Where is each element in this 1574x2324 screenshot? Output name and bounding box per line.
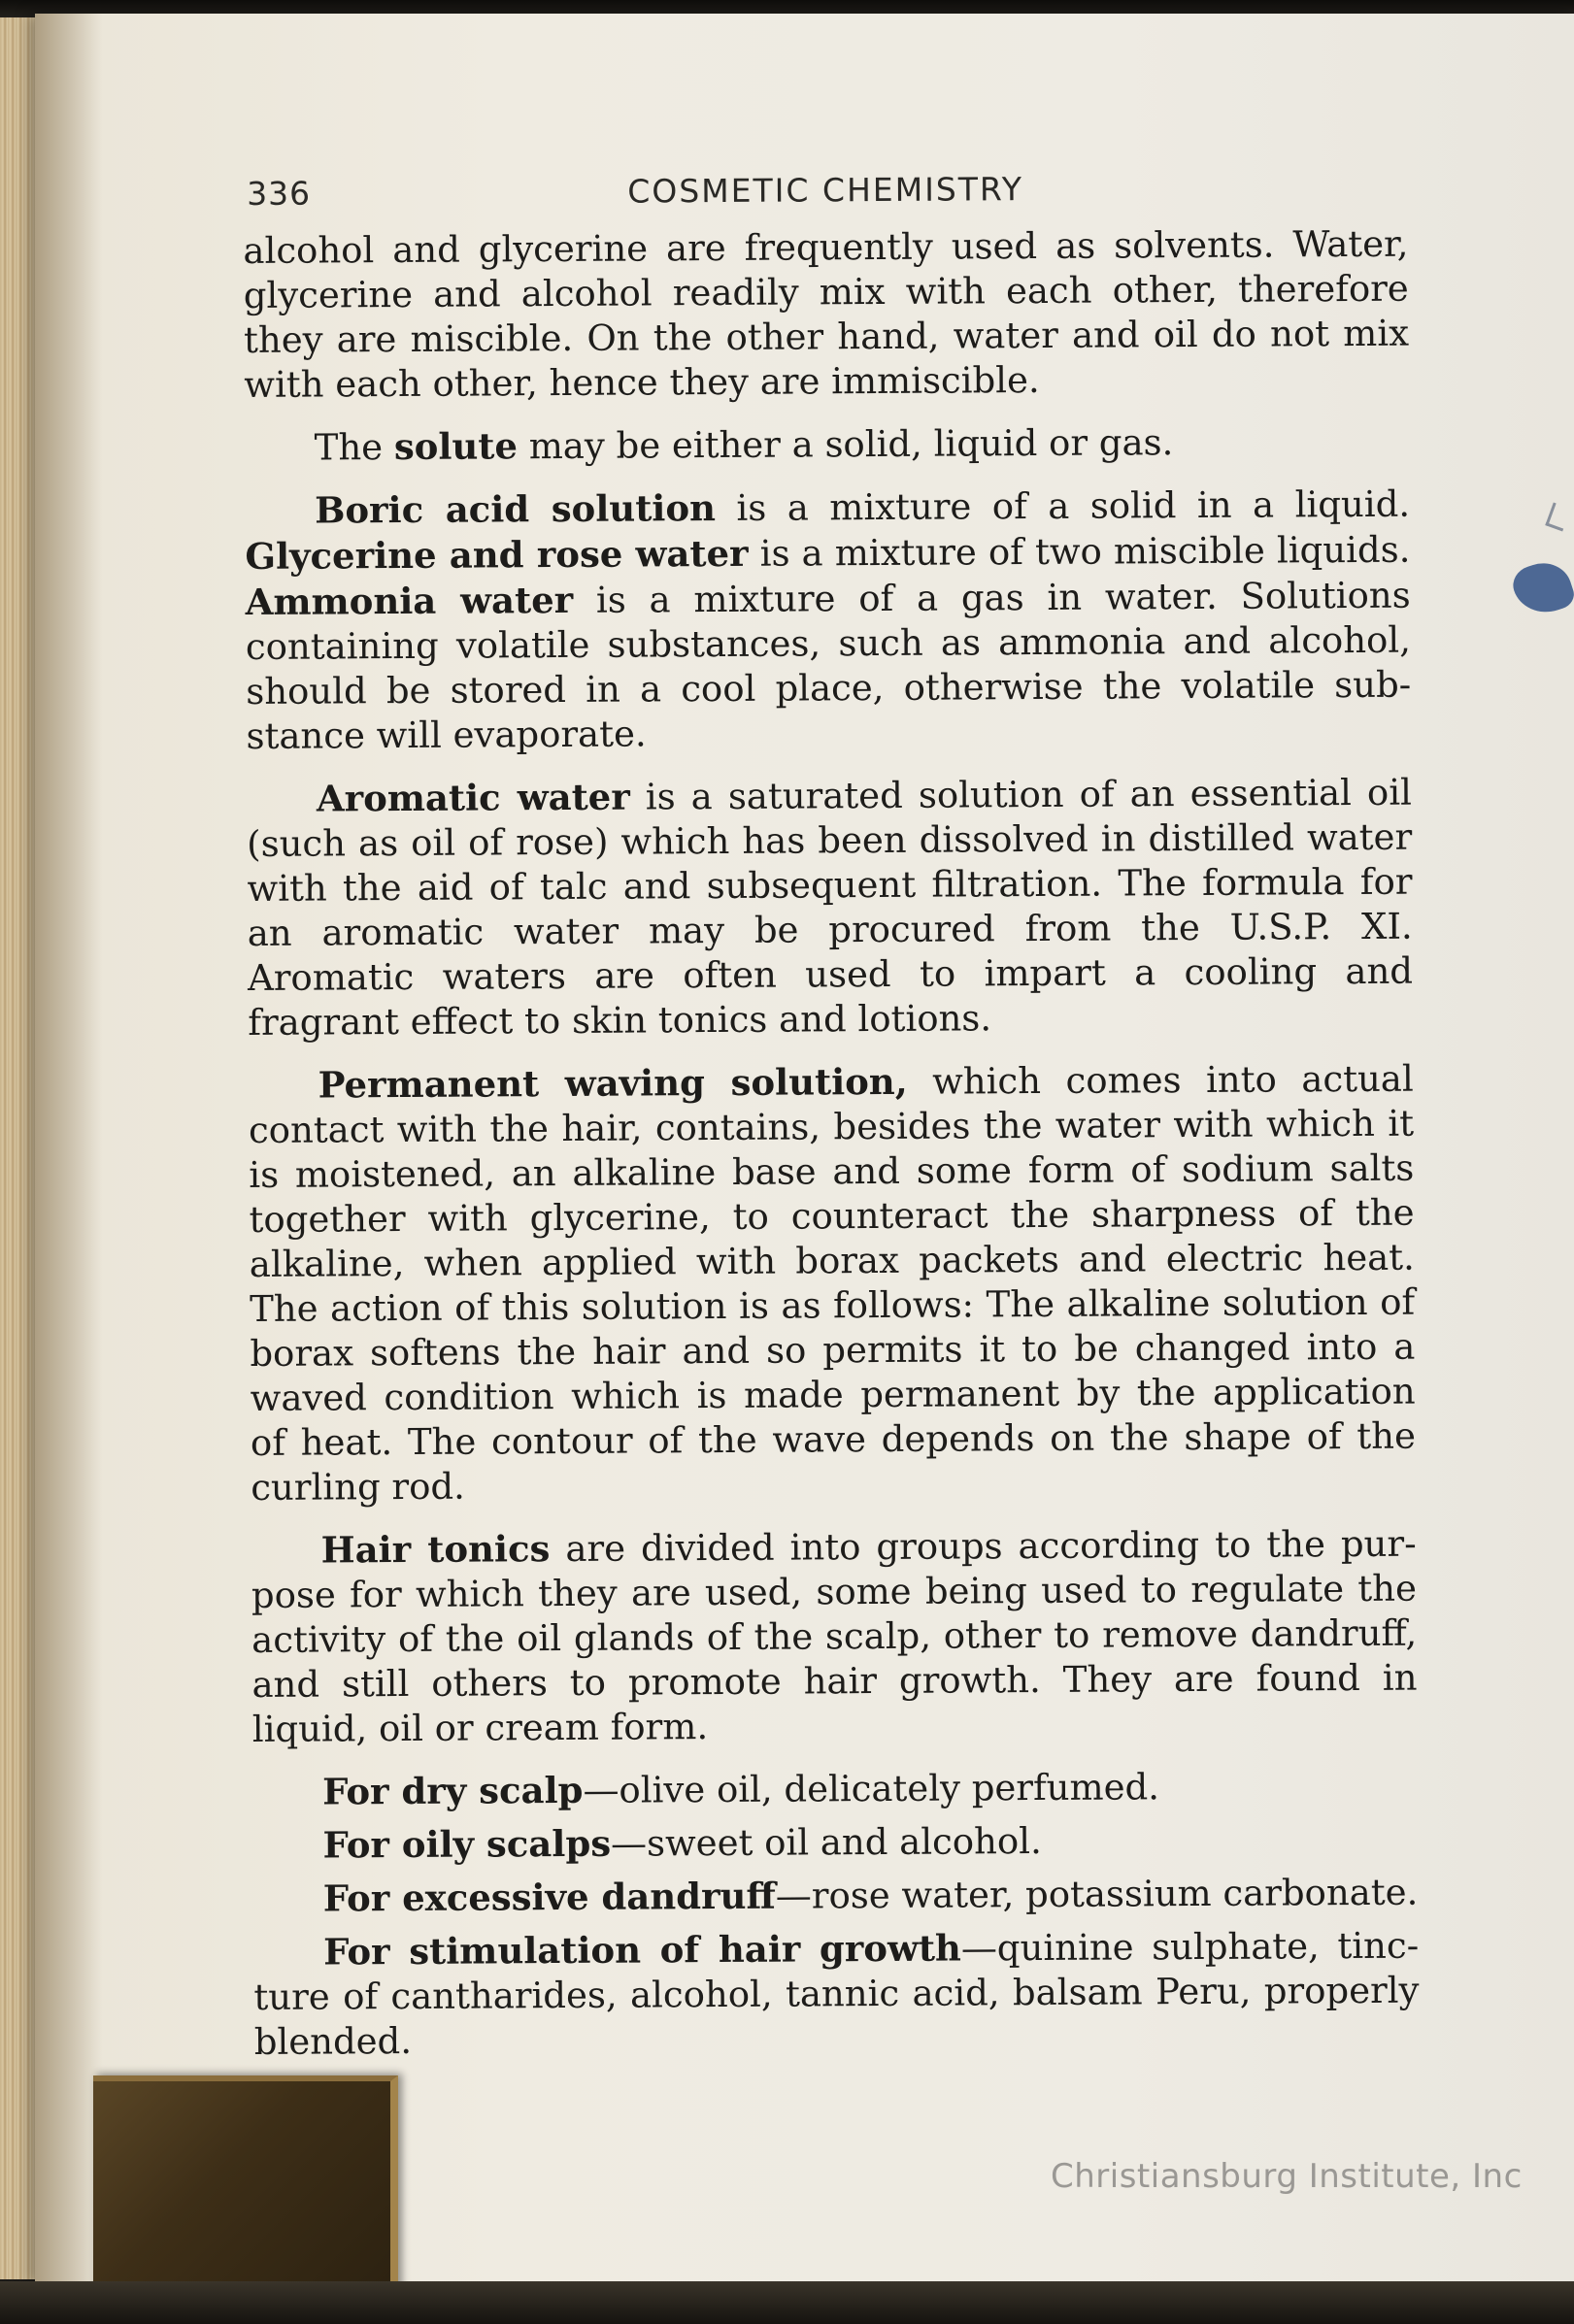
tonic-text: —rose water, potassium carbonate. [775,1871,1419,1917]
paragraph-text: is a mixture of two miscible liquids. [748,528,1411,575]
tonic-term: For oily scalps [322,1821,612,1867]
paragraph-text: is a mixture of a gas in water. Solutions containing volatile substances, such as ammonia and alcohol, should be stored in a cool place, otherwise the volatile substance will evaporate. [245,574,1412,757]
paragraph-text: are divided into groups according to the purpose for which they are used, some being used to regulate the activity of the oil glands of the scalp, other to remove dandruff, and still others to promote hair growth. They are found in liquid, oil or cream form. [251,1522,1418,1750]
paragraph-permanent-waving [249,1056,1417,1511]
paragraph-text: The [314,426,395,469]
tonic-text: —quinine sulphate, tincture of cantharides, alcohol, tannic acid, balsam Peru, properly blended. [253,1924,1420,2063]
running-title: COSMETIC CHEMISTRY [627,170,1024,211]
page-content [243,168,1420,2073]
term-ammonia-water: Ammonia water [245,578,574,623]
tonic-term: For excessive dandruff [322,1874,776,1920]
paragraph-solute [245,418,1410,471]
paragraph-text: may be either a solid, liquid or gas. [517,421,1174,468]
tonic-text: —olive oil, delicately perfumed. [583,1766,1160,1811]
bottom-shadow [0,2281,1574,2324]
paragraph-hair-tonics [251,1521,1418,1752]
running-head [243,168,1408,229]
tonic-item [252,1763,1418,1815]
term-aromatic-water: Aromatic water [316,775,630,820]
paragraph-text: is a mixture of a solid in a liquid. [715,482,1411,530]
paragraph-text: which comes into actual contact with the hair, contains, besides the water with which it is moistened, an alkaline base and some form of sodium salts together with glycerine, to counteract the sharpness of the alkaline, when applied with borax packets and electric heat. The action of this solution is as follows: The alkaline solution of borax softens the hair and so permits it to be changed into a waved condition which is made permanent by the application of heat. The contour of the wave depends on the shape of the curling rod. [248,1057,1417,1509]
paragraph-aromatic-water [247,770,1414,1046]
tonic-term: For stimulation of hair growth [323,1926,961,1974]
term-solute: solute [393,424,519,469]
tonic-item [253,1923,1420,2065]
paragraph-boric-acid [245,481,1412,759]
term-glycerine-rose-water: Glycerine and rose water [245,531,749,578]
tonic-text: —sweet oil and alcohol. [610,1820,1042,1865]
tonic-term: For dry scalp [322,1768,584,1813]
term-boric-acid-solution: Boric acid solution [314,486,717,532]
tonic-item [253,1870,1419,1922]
page-number: 336 [246,174,312,213]
paragraph-text: alcohol and glycerine are frequently used as solvents. Water, glycerine and alcohol readily mix with each other, therefore they are miscible. On the other hand, water and oil do not mix with each other, hence they are immiscible. [243,222,1410,406]
term-hair-tonics: Hair tonics [320,1527,551,1572]
paragraph-text: is a saturated solution of an essential oil (such as oil of rose) which has been dissolved in distilled water with the aid of talc and subsequent filtration. The formula for an aromatic water may be procured from the U.S.P. XI. Aromatic waters are often used to impart a cooling and fragrant effect to skin tonics and lotions. [247,771,1414,1044]
gutter-shade [35,14,103,2285]
body-text [243,222,1420,2065]
paragraph-solvents [243,222,1409,408]
tonic-item [252,1816,1418,1869]
watermark: Christiansburg Institute, Inc [1051,2157,1523,2196]
term-permanent-waving-solution: Permanent waving solution, [318,1059,908,1107]
